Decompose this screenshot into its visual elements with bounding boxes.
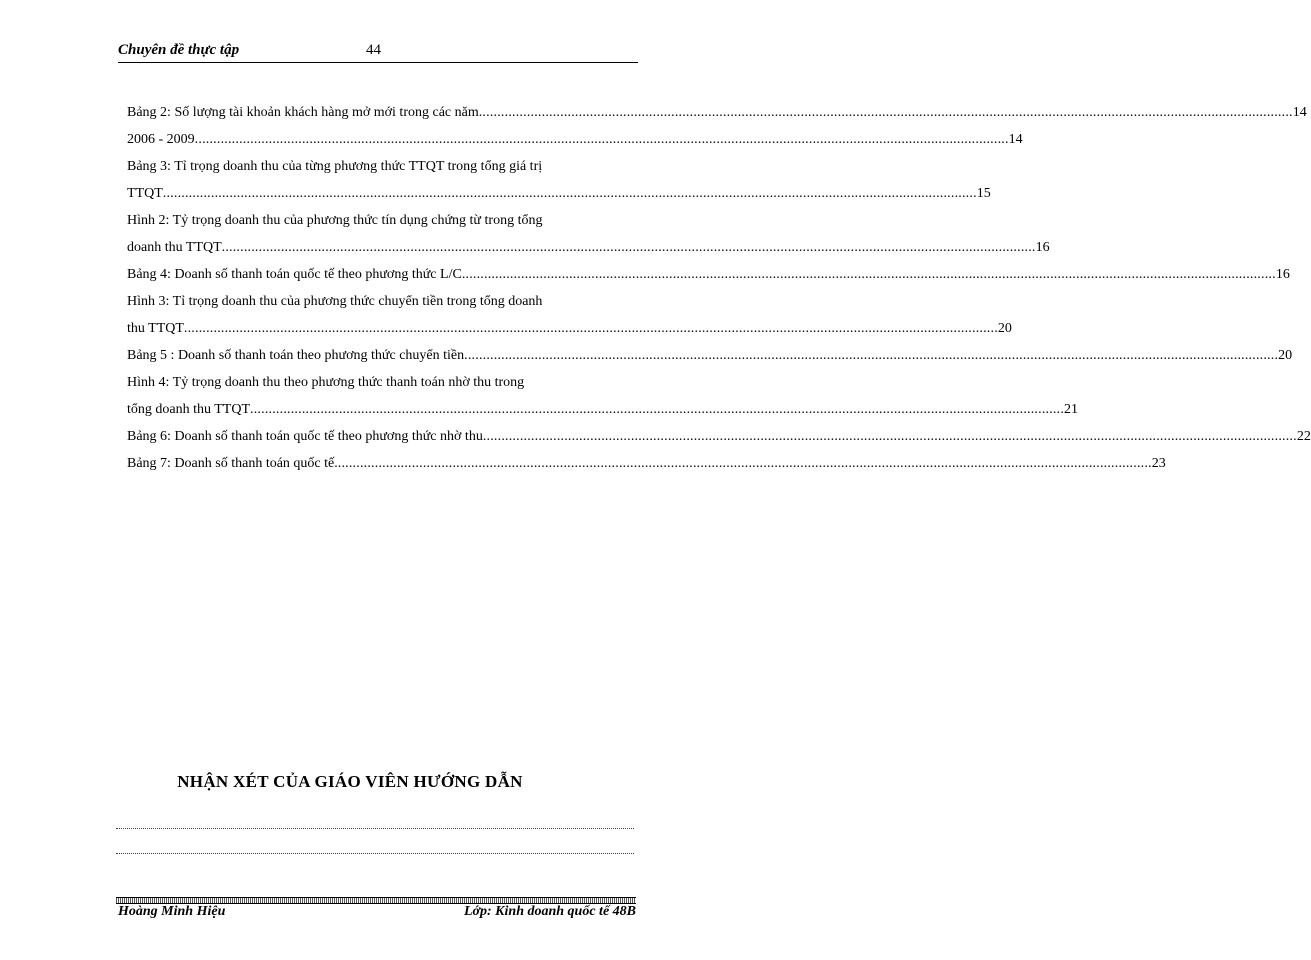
toc-entry	[127, 420, 1311, 447]
toc-entry-page: 14	[1008, 132, 1023, 147]
toc-dot-leader: ............................................................................................................................................................................................................................	[461, 267, 1276, 282]
toc-entry-text: Bảng 3: Tỉ trọng doanh thu của từng phương thức TTQT trong tổng giá trị	[127, 159, 543, 174]
toc-dot-leader: ............................................................................................................................................................................................................................	[250, 402, 1065, 417]
toc-entry	[127, 204, 633, 231]
toc-dot-leader: ............................................................................................................................................................................................................................	[478, 105, 1293, 120]
toc-entry	[127, 96, 1307, 123]
footer-rule	[116, 897, 636, 904]
toc-entry	[127, 258, 1290, 285]
toc-entry-page: 23	[1151, 456, 1166, 471]
toc-entry-page: 16	[1275, 267, 1290, 282]
comment-dotted-line	[116, 853, 634, 854]
toc-entry-text: Hình 2: Tỷ trọng doanh thu của phương thức tín dụng chứng từ trong tổng	[127, 213, 543, 228]
toc-entry	[127, 366, 633, 393]
header-title: Chuyên đề thực tập	[118, 42, 240, 58]
toc-entry-text: Hình 4: Tỷ trọng doanh thu theo phương thức thanh toán nhờ thu trong	[127, 375, 525, 390]
toc-entry-page: 16	[1035, 240, 1050, 255]
footer-class: Lớp: Kinh doanh quốc tế 48B	[463, 904, 636, 919]
toc-entry-text: Bảng 6: Doanh số thanh toán quốc tế theo phương thức nhờ thu	[127, 429, 483, 444]
footer-author: Hoàng Minh Hiệu	[118, 904, 226, 919]
toc-entry-page: 22	[1296, 429, 1311, 444]
toc-entry-text: 2006 - 2009	[127, 132, 195, 147]
toc-entry-text: Bảng 2: Số lượng tài khoản khách hàng mở mới trong các năm	[127, 105, 479, 120]
header-rule	[118, 62, 638, 63]
toc-entry-page: 15	[976, 186, 991, 201]
toc-dot-leader: ............................................................................................................................................................................................................................	[482, 429, 1297, 444]
toc-entry-page: 21	[1064, 402, 1079, 417]
toc-entry-text: Hình 3: Tỉ trọng doanh thu của phương thức chuyển tiền trong tổng doanh	[127, 294, 543, 309]
toc-entry	[127, 123, 1023, 150]
toc-entry	[127, 285, 633, 312]
toc-entry	[127, 393, 1079, 420]
comment-dotted-line	[116, 828, 634, 829]
toc-dot-leader: ............................................................................................................................................................................................................................	[194, 132, 1009, 147]
toc-dot-leader: ............................................................................................................................................................................................................................	[464, 348, 1279, 363]
toc-entry	[127, 447, 1166, 474]
page-number: 44	[366, 42, 381, 58]
toc-entry	[127, 231, 1050, 258]
toc-entry	[127, 339, 1293, 366]
comment-section-title: NHẬN XÉT CỦA GIÁO VIÊN HƯỚNG DẪN	[177, 772, 523, 791]
table-of-figures	[127, 96, 1311, 474]
toc-entry-page: 20	[1278, 348, 1293, 363]
page-header	[118, 40, 638, 64]
toc-entry-page: 20	[997, 321, 1012, 336]
toc-entry-text: TTQT	[127, 186, 163, 201]
toc-entry-text: doanh thu TTQT	[127, 240, 222, 255]
toc-entry-text: Bảng 7: Doanh số thanh toán quốc tế.	[127, 456, 338, 471]
toc-dot-leader: ............................................................................................................................................................................................................................	[221, 240, 1036, 255]
toc-entry	[127, 150, 633, 177]
toc-entry	[127, 312, 1012, 339]
toc-entry	[127, 177, 991, 204]
toc-dot-leader: ............................................................................................................................................................................................................................	[337, 456, 1152, 471]
toc-dot-leader: ............................................................................................................................................................................................................................	[162, 186, 977, 201]
toc-entry-text: Bảng 5 : Doanh số thanh toán theo phương thức chuyển tiền	[127, 348, 465, 363]
toc-entry-text: Bảng 4: Doanh số thanh toán quốc tế theo phương thức L/C	[127, 267, 462, 282]
toc-dot-leader: ............................................................................................................................................................................................................................	[183, 321, 998, 336]
toc-entry-text: thu TTQT	[127, 321, 184, 336]
toc-entry-text: tổng doanh thu TTQT	[127, 402, 251, 417]
toc-entry-page: 14	[1292, 105, 1307, 120]
